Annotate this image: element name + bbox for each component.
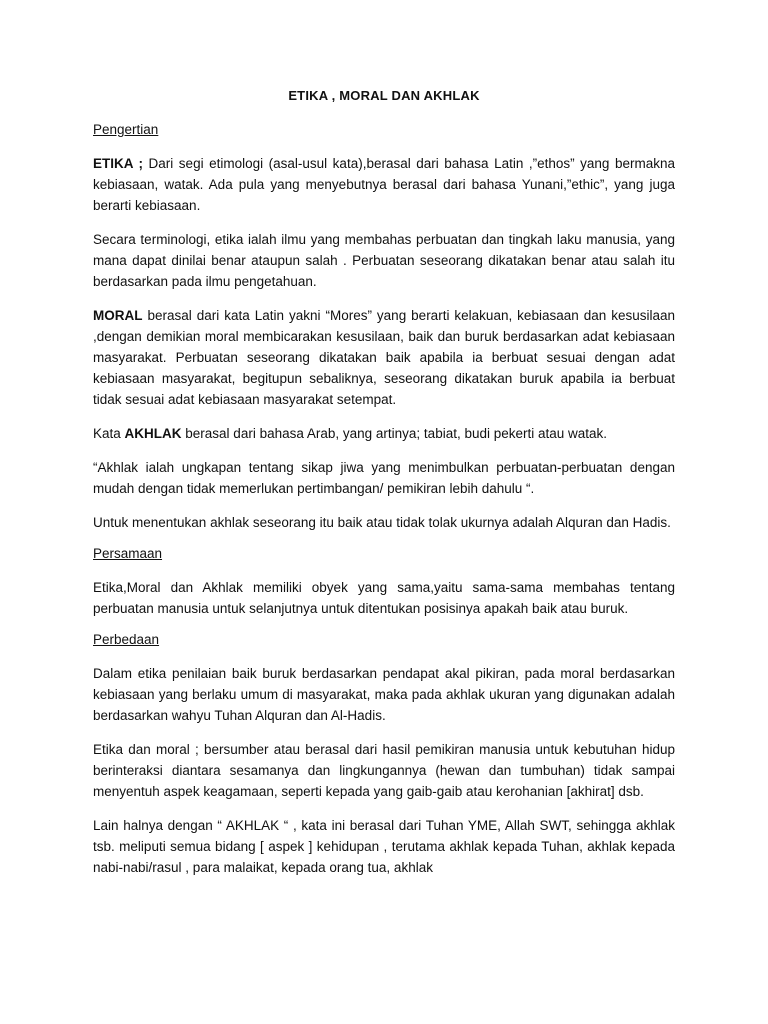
heading-pengertian: Pengertian (93, 122, 159, 137)
term-akhlak: AKHLAK (124, 426, 182, 441)
paragraph-akhlak-definition (93, 423, 675, 444)
term-moral: MORAL (93, 308, 143, 323)
paragraph-etika-terminology: Secara terminologi, etika ialah ilmu yang membahas perbuatan dan tingkah laku manusia, yang mana dapat dinilai benar ataupun salah . Perbuatan seseorang dikatakan benar atau salah itu berdasarkan pada ilmu pengetahuan. (93, 232, 675, 289)
paragraph-persamaan: Etika,Moral dan Akhlak memiliki obyek yang sama,yaitu sama-sama membahas tentang perbuatan manusia untuk selanjutnya untuk ditentukan posisinya apakah baik atau buruk. (93, 580, 675, 616)
paragraph-text: Dari segi etimologi (asal-usul kata),berasal dari bahasa Latin ,”ethos” yang bermakna kebiasaan, watak. Ada pula yang menyebutnya berasal dari bahasa Yunani,”ethic”, yang juga berarti kebiasaan. (93, 156, 675, 213)
document-title: ETIKA , MORAL DAN AKHLAK (288, 88, 480, 103)
paragraph-text: berasal dari bahasa Arab, yang artinya; tabiat, budi pekerti atau watak. (181, 426, 608, 441)
term-etika: ETIKA ; (93, 156, 144, 171)
paragraph-akhlak-source: Lain halnya dengan “ AKHLAK “ , kata ini berasal dari Tuhan YME, Allah SWT, sehingga akhlak tsb. meliputi semua bidang [ aspek ] kehidupan , terutama akhlak kepada Tuhan, akhlak kepada nabi-nabi/rasul , para malaikat, kepada orang tua, akhlak (93, 818, 675, 875)
paragraph-text: berasal dari kata Latin yakni “Mores” yang berarti kelakuan, kebiasaan dan kesusilaan ,dengan demikian moral membicarakan kesusilaan, baik dan buruk berdasarkan adat kebiasaan masyarakat. Perbuatan seseorang dikatakan baik apabila ia berbuat sesuai dengan adat kebiasaan masyarakat, begitupun sebaliknya, seseorang dikatakan buruk apabila ia berbuat tidak sesuai adat kebiasaan masyarakat setempat. (93, 308, 675, 407)
paragraph-moral-definition (93, 305, 675, 410)
paragraph-etika-moral-source: Etika dan moral ; bersumber atau berasal dari hasil pemikiran manusia untuk kebutuhan hidup berinteraksi diantara sesamanya dan lingkungannya (hewan dan tumbuhan) tidak sampai menyentuh aspek keagamaan, seperti kepada yang gaib-gaib atau kerohanian [akhirat] dsb. (93, 742, 675, 799)
heading-perbedaan: Perbedaan (93, 632, 160, 647)
heading-persamaan: Persamaan (93, 546, 163, 561)
paragraph-etika-definition (93, 153, 675, 216)
paragraph-akhlak-quote: “Akhlak ialah ungkapan tentang sikap jiwa yang menimbulkan perbuatan-perbuatan dengan mudah dengan tidak memerlukan pertimbangan/ pemikiran lebih dahulu “. (93, 460, 675, 496)
paragraph-akhlak-measure: Untuk menentukan akhlak seseorang itu baik atau tidak tolak ukurnya adalah Alquran dan Hadis. (93, 515, 671, 530)
paragraph-text: Kata (93, 426, 125, 441)
paragraph-perbedaan: Dalam etika penilaian baik buruk berdasarkan pendapat akal pikiran, pada moral berdasarkan kebiasaan yang berlaku umum di masyarakat, maka pada akhlak ukuran yang digunakan adalah berdasarkan wahyu Tuhan Alquran dan Al-Hadis. (93, 666, 675, 723)
